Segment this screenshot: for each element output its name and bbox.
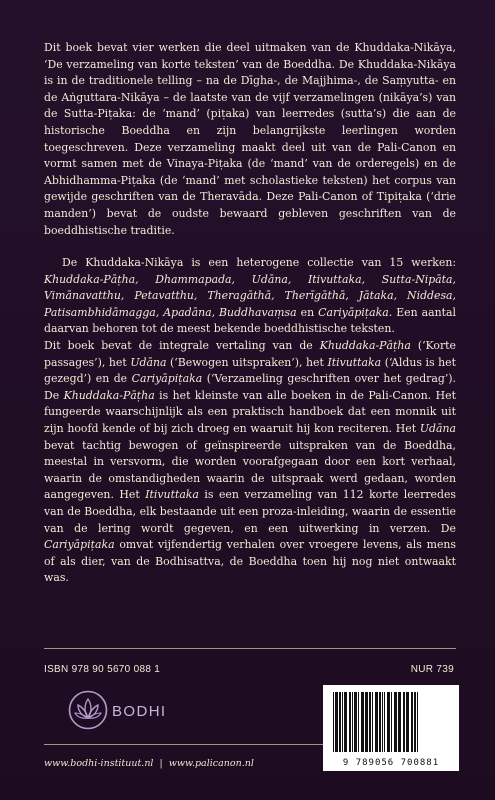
contents-paragraph — [44, 338, 456, 587]
lotus-icon — [68, 690, 108, 730]
contents-seg-3: (‘Bewogen uitspraken’), het — [166, 355, 328, 369]
contents-seg-9: omvat vijfendertig verhalen over vroegere levens, als mens of als dier, van de Bodhisattva, de Boeddha toen hij nog niet ontwaakt was. — [44, 538, 456, 585]
barcode-bar — [342, 692, 343, 752]
title-udana: Udāna — [130, 355, 167, 369]
barcode-bar — [358, 692, 359, 752]
contents-seg-1: Dit boek bevat de integrale vertaling van de — [44, 339, 320, 352]
intro-paragraph — [44, 40, 456, 239]
barcode-bar — [403, 692, 405, 752]
contents-seg-4: (‘Aldus is het gezegd’) en de — [44, 355, 456, 386]
barcode-bars — [331, 692, 451, 752]
barcode-bar — [349, 692, 351, 752]
title-khuddaka-patha-2: Khuddaka-Pāṭha — [63, 388, 155, 402]
barcode-bar — [369, 692, 371, 752]
barcode-bar — [344, 692, 347, 752]
contents-seg-8: is een verzameling van 112 korte leerredes van de Boeddha, elk bestaande uit een proza-inleiding, waarin de essentie van de lering wordt gegeven, en een uitwerking in verzen. De — [44, 488, 456, 535]
contents-seg-5: (‘Verzameling geschriften over het gedrag’). De — [44, 372, 457, 402]
barcode-bar — [414, 692, 416, 752]
barcode-bar — [354, 692, 357, 752]
intro-text: Dit boek bevat vier werken die deel uitmaken van de Khuddaka-Nikāya, ‘De verzameling van korte teksten’ van de Boeddha. De Khuddaka-Nikāya is in de traditionele telling – na de Dīgha-, de Majjhima-, de Saṃyutta- en de Aṅguttara-Nikāya – de laatste van de vijf verzamelingen (nikāya’s) van de Sutta-Piṭaka: de ‘mand’ (piṭaka) van leerredes (sutta’s) die aan de historische Boeddha en zijn belangrijkste leerlingen worden toegeschreven. Deze verzameling maakt deel uit van de Pali-Canon en vormt samen met de Vinaya-Piṭaka (de ‘mand’ van de orderegels) en de Abhidhamma-Piṭaka (de ‘mand’ met scholastieke teksten) het corpus van gewijde geschriften van de Theravāda. Deze Pali-Canon of Tipiṭaka (‘drie manden’) bevat de oudste bewaard gebleven geschriften van de boeddhistische traditie. — [44, 41, 456, 237]
title-udana-2: Udāna — [419, 421, 456, 435]
contents-seg-6: is het kleinste van alle boeken in de Pali-Canon. Het fungeerde waarschijnlijk als een praktisch handboek dat een monnik uit zijn hoofd kende of bij zich droeg en waaruit hij kon reciteren. Het — [44, 388, 456, 435]
contents-seg-7: bevat tachtig bewogen of geïnspireerde uitspraken van de Boeddha, meestal in versvorm, die worden voorafgegaan door een kort verhaal, waarin de omstandigheden waarin de uitspraak werd gedaan, worden aangegeven. Het — [44, 438, 456, 502]
barcode — [323, 685, 459, 771]
divider-top — [44, 648, 456, 649]
link-separator: | — [159, 758, 163, 769]
barcode-bar — [333, 692, 334, 752]
title-itivuttaka: Itivuttaka — [327, 355, 382, 369]
barcode-bar — [398, 692, 401, 752]
collection-lead: De Khuddaka-Nikāya is een heterogene collectie van 15 werken: — [62, 256, 456, 269]
barcode-bar — [339, 692, 341, 752]
works-last: Cariyāpiṭaka — [318, 305, 389, 319]
barcode-bar — [387, 692, 390, 752]
barcode-bar — [335, 692, 338, 752]
title-itivuttaka-2: Itivuttaka — [145, 488, 199, 502]
barcode-bar — [361, 692, 364, 752]
barcode-bar — [417, 692, 418, 752]
isbn: ISBN 978 90 5670 088 1 — [44, 664, 161, 675]
barcode-bar — [391, 692, 392, 752]
collection-text — [44, 255, 456, 338]
contents-text — [44, 338, 456, 587]
collection-tail: . Een aantal daarvan behoren tot de meest bekende boeddhistische teksten. — [44, 305, 457, 336]
barcode-bar — [365, 692, 368, 752]
barcode-bar — [394, 692, 397, 752]
barcode-bar — [406, 692, 409, 752]
website-link-bodhi[interactable]: www.bodhi-instituut.nl — [44, 758, 154, 769]
barcode-bar — [379, 692, 381, 752]
contents-seg-2: (‘Korte passages’), het — [44, 339, 456, 369]
title-cariyapitaka-2: Cariyāpiṭaka — [44, 538, 115, 552]
barcode-number: 9 789056 700881 — [342, 758, 440, 768]
website-links — [44, 758, 254, 769]
collection-paragraph — [44, 255, 456, 338]
barcode-bar — [384, 692, 385, 752]
title-khuddaka-patha: Khuddaka-Pāṭha — [319, 339, 411, 352]
barcode-bar — [352, 692, 353, 752]
works-list: Khuddaka-Pāṭha, Dhammapada, Udāna, Itivuttaka, Sutta-Nipāta, Vimānavatthu, Petavatthu, Theragāthā, Therīgāthā, Jātaka, Niddesa, Patisambhidāmagga, Apadāna, Buddhavaṃsa — [44, 272, 456, 319]
publisher-name: BODHI — [112, 703, 167, 720]
barcode-bar — [411, 692, 413, 752]
title-cariyapitaka: Cariyāpiṭaka — [131, 372, 203, 386]
barcode-bar — [382, 692, 383, 752]
barcode-bar — [372, 692, 373, 752]
website-link-palicanon[interactable]: www.palicanon.nl — [168, 758, 254, 769]
nur-code: NUR 739 — [410, 664, 454, 675]
works-conjunction: en — [296, 305, 319, 319]
barcode-bar — [375, 692, 378, 752]
